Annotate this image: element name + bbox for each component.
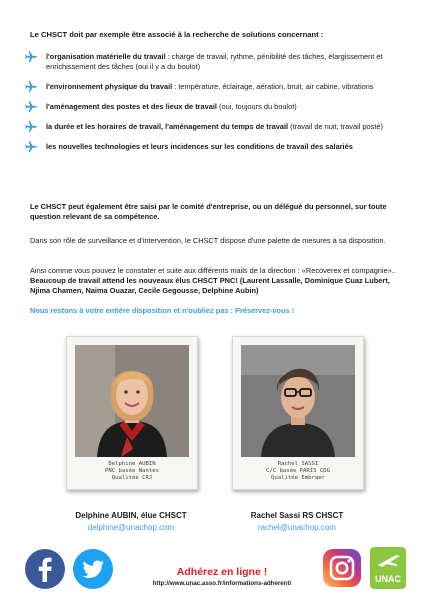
caption-line: Delphine AUBIN — [108, 461, 156, 467]
membership-url-link[interactable]: http://www.unac.asso.fr/informations-adherent/ — [152, 580, 292, 587]
person-name: Delphine AUBIN, élue CHSCT — [75, 511, 187, 520]
bullet-detail: : température, éclairage, aération, bruit, air cabine, vibrations — [172, 82, 374, 91]
person-email-link[interactable]: delphine@unachop.com — [87, 523, 175, 532]
polaroid-rachel — [232, 336, 364, 490]
airplane-icon — [24, 140, 38, 154]
bullet-title: l'organisation matérielle du travail — [46, 52, 166, 61]
bullet-item — [24, 52, 410, 72]
facebook-icon[interactable] — [24, 548, 66, 590]
caption-line: C/C basée PARIS CDG — [266, 468, 330, 474]
bullet-title: l'aménagement des postes et des lieux de travail — [46, 102, 217, 111]
caption-line: Qualitée CRJ — [111, 475, 153, 481]
mails-paragraph — [30, 266, 410, 296]
bullet-item — [24, 122, 410, 132]
seize-paragraph: Le CHSCT peut également être saisi par le comité d'entreprise, ou un délégué du personnel, sur toute question relevant de sa compétence. — [30, 202, 387, 221]
portrait-photo — [75, 345, 189, 457]
person-name: Rachel Sassi RS CHSCT — [250, 511, 344, 520]
caption-line: Rachel SASSI — [277, 461, 319, 467]
bullet-detail: (oui, toujours du boulot) — [217, 102, 297, 111]
photo-caption — [67, 461, 197, 482]
airplane-icon — [24, 80, 38, 94]
bullet-title: l'environnement physique du travail — [46, 82, 173, 91]
airplane-icon — [24, 100, 38, 114]
bullet-list — [24, 52, 410, 162]
airplane-icon — [370, 547, 406, 571]
portrait-illustration — [75, 345, 189, 457]
bullet-detail: : charge de travail, rythme, pénibilité des tâches, élargissement et enrichissement des tâches (oui il y a du boulot) — [46, 52, 383, 71]
bullet-item — [24, 102, 410, 112]
role-paragraph: Dans son rôle de surveillance et d'intervention, le CHSCT dispose d'une palette de mesures à sa disposition. — [30, 236, 386, 245]
intro-text: Le CHSCT doit par exemple être associé à la recherche de solutions concernant : — [30, 30, 324, 39]
elected-members-text: Beaucoup de travail attend les nouveaux élus CHSCT PNC! (Laurent Lassalle, Dominique Cuaz Lubert, Njima Chamen, Naima Ouazar, Cecile Gegousse, Delphine Aubin) — [30, 276, 390, 295]
bullet-detail: (travail de nuit, travail posté) — [288, 122, 383, 131]
person-email-link[interactable]: rachel@unachop.com — [258, 523, 336, 532]
cta-text: Nous restons à votre entière disposition et n'oubliez pas : Préservez-vous ! — [30, 306, 295, 315]
portrait-photo — [241, 345, 355, 457]
bullet-item — [24, 82, 410, 92]
bullet-item — [24, 142, 410, 152]
bullet-title: la durée et les horaires de travail, l'aménagement du temps de travail — [46, 122, 289, 131]
airplane-icon — [24, 120, 38, 134]
caption-line: PNC basée Nantes — [105, 468, 159, 474]
twitter-icon[interactable] — [72, 548, 114, 590]
bullet-title: les nouvelles technologies et leurs incidences sur les conditions de travail des salariés — [46, 142, 353, 151]
airplane-icon — [24, 50, 38, 64]
unac-logo[interactable] — [370, 547, 406, 589]
photo-caption — [233, 461, 363, 482]
unac-logo-text: UNAC — [375, 574, 401, 584]
polaroid-delphine — [66, 336, 198, 490]
instagram-icon[interactable] — [322, 548, 362, 588]
mails-text: Ainsi comme vous pouvez le constater et suite aux différents mails de la direction : «Recoverex et compagnie».. — [30, 266, 396, 275]
join-online-heading[interactable]: Adhérez en ligne ! — [176, 566, 268, 578]
caption-line: Qualitée Embraer — [271, 475, 325, 481]
portrait-illustration — [241, 345, 355, 457]
